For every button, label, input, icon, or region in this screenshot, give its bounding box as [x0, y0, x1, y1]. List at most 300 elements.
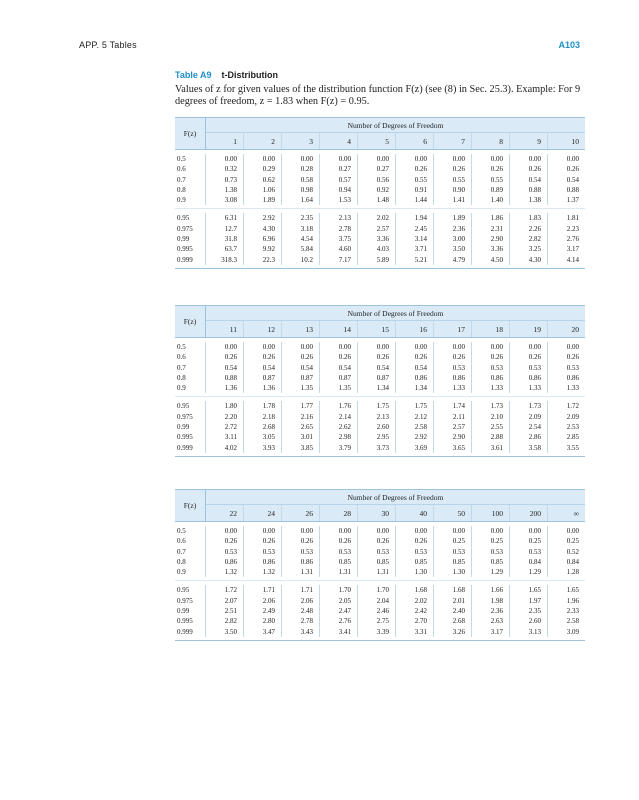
z-value-cell: 0.26 [566, 353, 579, 362]
dof-header-cell: 2 [243, 133, 281, 149]
z-value-column [357, 154, 395, 205]
z-value-cell: 2.04 [376, 596, 389, 605]
z-value-column [471, 342, 509, 393]
z-value-cell: 3.69 [414, 443, 427, 452]
fz-header-label: F(z) [175, 490, 206, 521]
z-value-column [319, 585, 357, 636]
z-value-cell: 0.88 [224, 373, 237, 382]
z-value-cell: 0.56 [376, 175, 389, 184]
z-value-column [395, 342, 433, 393]
row-group [175, 580, 585, 640]
z-value-cell: 1.33 [528, 384, 541, 393]
fz-value: 0.975 [177, 412, 193, 421]
fz-value: 0.6 [177, 353, 186, 362]
z-value-cell: 3.25 [528, 245, 541, 254]
z-value-cell: 2.46 [376, 607, 389, 616]
z-value-cell: 3.73 [376, 443, 389, 452]
z-value-cell: 3.71 [414, 245, 427, 254]
z-value-cell: 1.36 [224, 384, 237, 393]
fz-value: 0.975 [177, 224, 193, 233]
dof-header [206, 118, 585, 149]
z-value-cell: 0.00 [376, 343, 389, 351]
z-value-column [547, 401, 585, 452]
z-value-cell: 7.17 [338, 255, 351, 264]
z-value-cell: 2.49 [262, 607, 275, 616]
z-value-cell: 1.31 [300, 568, 313, 577]
z-value-cell: 3.55 [566, 443, 579, 452]
z-value-cell: 2.78 [338, 224, 351, 233]
fz-value-column [175, 213, 206, 264]
fz-value: 0.8 [177, 373, 186, 382]
z-value-cell: 0.86 [224, 557, 237, 566]
z-value-cell: 0.53 [452, 363, 465, 372]
z-value-cell: 2.58 [566, 617, 579, 626]
z-value-cell: 1.70 [376, 586, 389, 595]
z-value-column [433, 342, 471, 393]
z-value-cell: 3.75 [338, 235, 351, 244]
z-value-cell: 2.36 [490, 607, 503, 616]
z-value-cell: 2.11 [453, 412, 465, 421]
fz-value-column [175, 154, 206, 205]
z-value-cell: 1.86 [490, 214, 503, 223]
z-value-cell: 12.7 [224, 224, 237, 233]
z-value-cell: 2.65 [300, 423, 313, 432]
fz-value-column [175, 401, 206, 452]
z-value-column [243, 154, 281, 205]
z-value-cell: 3.05 [262, 433, 275, 442]
table-number: Table A9 [175, 70, 212, 80]
z-value-cell: 1.65 [566, 586, 579, 595]
z-value-column [206, 154, 243, 205]
z-value-cell: 2.76 [566, 235, 579, 244]
z-value-cell: 0.57 [338, 175, 351, 184]
z-value-cell: 3.08 [224, 196, 237, 205]
fz-value: 0.995 [177, 433, 193, 442]
z-value-cell: 0.54 [338, 363, 351, 372]
fz-value: 0.95 [177, 402, 190, 411]
z-value-cell: 0.53 [376, 547, 389, 556]
dof-header-cell: 9 [509, 133, 547, 149]
z-value-column [319, 342, 357, 393]
z-value-cell: 0.94 [338, 185, 351, 194]
z-value-cell: 10.2 [300, 255, 313, 264]
z-value-cell: 0.54 [414, 363, 427, 372]
z-value-cell: 1.81 [566, 214, 579, 223]
z-value-column [281, 154, 319, 205]
z-value-cell: 0.26 [338, 353, 351, 362]
z-value-cell: 0.85 [376, 557, 389, 566]
z-value-cell: 0.00 [566, 343, 579, 351]
z-value-cell: 2.36 [452, 224, 465, 233]
z-value-cell: 4.30 [262, 224, 275, 233]
z-value-cell: 2.86 [528, 433, 541, 442]
z-value-cell: 2.02 [414, 596, 427, 605]
z-value-cell: 0.54 [262, 363, 275, 372]
dof-header-cell: 100 [471, 505, 509, 521]
z-value-cell: 0.53 [300, 547, 313, 556]
z-value-cell: 5.84 [300, 245, 313, 254]
z-value-cell: 2.53 [566, 423, 579, 432]
z-value-column [509, 213, 547, 264]
t-table-block-2 [175, 305, 585, 457]
fz-value: 0.8 [177, 557, 186, 566]
z-value-cell: 0.53 [490, 363, 503, 372]
z-value-cell: 1.34 [414, 384, 427, 393]
z-value-cell: 318.3 [221, 255, 237, 264]
dof-header-cell: 30 [357, 505, 395, 521]
z-value-cell: 0.87 [376, 373, 389, 382]
fz-value: 0.8 [177, 185, 186, 194]
z-value-cell: 0.54 [224, 363, 237, 372]
z-value-cell: 0.53 [262, 547, 275, 556]
z-value-cell: 0.00 [300, 343, 313, 351]
table-header [175, 489, 585, 522]
dof-header-cell: 50 [433, 505, 471, 521]
z-value-cell: 4.50 [490, 255, 503, 264]
fz-header-label: F(z) [175, 306, 206, 337]
dof-caption: Number of Degrees of Freedom [206, 490, 585, 505]
z-value-cell: 3.79 [338, 443, 351, 452]
table-caption [175, 70, 585, 108]
z-value-cell: 1.40 [490, 196, 503, 205]
z-value-cell: 1.34 [376, 384, 389, 393]
row-group [175, 338, 585, 396]
z-value-column [281, 342, 319, 393]
z-value-column [357, 342, 395, 393]
z-value-cell: 0.00 [528, 527, 541, 535]
z-value-cell: 0.84 [528, 557, 541, 566]
z-value-column [357, 401, 395, 452]
z-value-cell: 3.00 [452, 235, 465, 244]
z-value-cell: 2.51 [224, 607, 237, 616]
dof-header-row [206, 321, 585, 337]
z-value-cell: 2.62 [338, 423, 351, 432]
z-value-cell: 2.90 [490, 235, 503, 244]
z-value-cell: 1.29 [528, 568, 541, 577]
z-value-cell: 2.48 [300, 607, 313, 616]
z-value-cell: 0.26 [414, 165, 427, 174]
z-value-cell: 2.09 [528, 412, 541, 421]
z-value-column [509, 585, 547, 636]
dof-header-cell: 20 [547, 321, 585, 337]
z-value-cell: 0.00 [300, 527, 313, 535]
fz-value: 0.9 [177, 196, 186, 205]
fz-value: 0.5 [177, 155, 186, 163]
z-value-cell: 0.00 [262, 155, 275, 163]
z-value-cell: 0.00 [262, 527, 275, 535]
z-value-cell: 6.31 [224, 214, 237, 223]
z-value-cell: 0.00 [452, 155, 465, 163]
z-value-column [281, 401, 319, 452]
z-value-cell: 1.33 [566, 384, 579, 393]
z-value-cell: 1.44 [414, 196, 427, 205]
z-value-cell: 2.16 [300, 412, 313, 421]
z-value-cell: 0.00 [262, 343, 275, 351]
dof-header-cell: 13 [281, 321, 319, 337]
dof-header-cell: 11 [229, 324, 237, 334]
fz-value-column [175, 526, 206, 577]
z-value-cell: 1.37 [566, 196, 579, 205]
running-head-section: APP. 5 Tables [79, 40, 137, 50]
z-value-cell: 3.18 [300, 224, 313, 233]
z-value-cell: 1.64 [300, 196, 313, 205]
z-value-cell: 0.55 [414, 175, 427, 184]
z-value-cell: 0.53 [490, 547, 503, 556]
z-value-cell: 2.60 [528, 617, 541, 626]
fz-value: 0.999 [177, 255, 193, 264]
z-value-column [395, 401, 433, 452]
z-value-cell: 0.90 [452, 185, 465, 194]
z-value-cell: 2.68 [452, 617, 465, 626]
z-value-cell: 0.26 [224, 537, 237, 546]
dof-header-cell: 40 [395, 505, 433, 521]
z-value-cell: 3.17 [566, 245, 579, 254]
fz-value: 0.999 [177, 443, 193, 452]
dof-header-cell: 17 [433, 321, 471, 337]
z-value-cell: 1.73 [490, 402, 503, 411]
z-value-cell: 1.73 [528, 402, 541, 411]
z-value-column [547, 526, 585, 577]
z-value-cell: 1.35 [338, 384, 351, 393]
z-value-cell: 0.00 [566, 155, 579, 163]
z-value-cell: 0.00 [414, 527, 427, 535]
dof-header-cell: 19 [509, 321, 547, 337]
z-value-column [547, 585, 585, 636]
page-number: A103 [558, 40, 580, 50]
z-value-cell: 1.72 [224, 586, 237, 595]
z-value-cell: 4.14 [566, 255, 579, 264]
z-value-cell: 3.31 [414, 627, 427, 636]
z-value-cell: 0.86 [300, 557, 313, 566]
z-value-cell: 1.68 [452, 586, 465, 595]
fz-value: 0.9 [177, 384, 186, 393]
dof-header-cell: 6 [395, 133, 433, 149]
dof-header-cell: 14 [319, 321, 357, 337]
z-value-column [357, 213, 395, 264]
table-header [175, 117, 585, 150]
z-value-cell: 1.89 [452, 214, 465, 223]
z-value-column [206, 342, 243, 393]
z-value-cell: 2.14 [338, 412, 351, 421]
z-value-cell: 1.71 [300, 586, 313, 595]
z-value-cell: 3.14 [414, 235, 427, 244]
z-value-cell: 0.00 [376, 155, 389, 163]
fz-value: 0.5 [177, 527, 186, 535]
fz-value: 0.5 [177, 343, 186, 351]
table-title: t-Distribution [221, 70, 279, 80]
z-value-cell: 0.00 [338, 343, 351, 351]
fz-value: 0.99 [177, 423, 190, 432]
fz-value: 0.7 [177, 175, 186, 184]
z-value-cell: 2.18 [262, 412, 275, 421]
z-value-cell: 2.02 [376, 214, 389, 223]
z-value-cell: 1.66 [490, 586, 503, 595]
dof-header-cell: 3 [281, 133, 319, 149]
dof-caption: Number of Degrees of Freedom [206, 118, 585, 133]
z-value-cell: 0.26 [490, 165, 503, 174]
t-table-block-1 [175, 117, 585, 269]
z-value-cell: 0.89 [490, 185, 503, 194]
fz-value: 0.95 [177, 214, 190, 223]
dof-header-cell: ∞ [547, 505, 585, 521]
z-value-cell: 2.12 [414, 412, 427, 421]
z-value-cell: 0.98 [300, 185, 313, 194]
z-value-cell: 0.00 [528, 155, 541, 163]
z-value-cell: 1.75 [376, 402, 389, 411]
z-value-cell: 3.58 [528, 443, 541, 452]
z-value-cell: 3.85 [300, 443, 313, 452]
z-value-cell: 3.50 [224, 627, 237, 636]
z-value-column [547, 154, 585, 205]
dof-header-cell: 12 [243, 321, 281, 337]
z-value-column [433, 585, 471, 636]
z-value-cell: 4.03 [376, 245, 389, 254]
z-value-cell: 0.00 [528, 343, 541, 351]
z-value-cell: 0.88 [528, 185, 541, 194]
z-value-column [471, 401, 509, 452]
z-value-cell: 0.86 [566, 373, 579, 382]
z-value-cell: 1.41 [452, 196, 465, 205]
dof-header-cell: 18 [471, 321, 509, 337]
z-value-column [243, 342, 281, 393]
z-value-cell: 1.30 [414, 568, 427, 577]
z-value-cell: 0.26 [300, 537, 313, 546]
dof-header-row [206, 505, 585, 521]
fz-value: 0.6 [177, 537, 186, 546]
z-value-column [243, 401, 281, 452]
z-value-cell: 0.00 [338, 155, 351, 163]
z-value-cell: 2.07 [224, 596, 237, 605]
z-value-column [547, 213, 585, 264]
z-value-cell: 1.89 [262, 196, 275, 205]
z-value-cell: 2.35 [528, 607, 541, 616]
z-value-cell: 0.26 [528, 165, 541, 174]
z-value-cell: 0.00 [414, 343, 427, 351]
z-value-cell: 0.00 [490, 343, 503, 351]
z-value-cell: 1.76 [338, 402, 351, 411]
z-value-cell: 2.57 [376, 224, 389, 233]
z-value-cell: 0.26 [414, 537, 427, 546]
z-value-cell: 0.00 [452, 527, 465, 535]
z-value-cell: 0.88 [566, 185, 579, 194]
z-value-cell: 1.36 [262, 384, 275, 393]
z-value-cell: 0.53 [528, 547, 541, 556]
z-value-cell: 2.92 [262, 214, 275, 223]
z-value-cell: 0.00 [414, 155, 427, 163]
z-value-cell: 0.27 [376, 165, 389, 174]
z-value-cell: 0.58 [300, 175, 313, 184]
z-value-column [433, 154, 471, 205]
z-value-cell: 0.26 [262, 537, 275, 546]
z-value-cell: 1.72 [566, 402, 579, 411]
z-value-cell: 0.26 [262, 353, 275, 362]
z-value-cell: 0.87 [338, 373, 351, 382]
z-value-cell: 0.53 [224, 547, 237, 556]
z-value-column [471, 213, 509, 264]
z-value-cell: 3.61 [490, 443, 503, 452]
z-value-cell: 0.86 [414, 373, 427, 382]
z-value-cell: 4.02 [224, 443, 237, 452]
z-value-cell: 1.77 [300, 402, 313, 411]
z-value-cell: 2.33 [566, 607, 579, 616]
z-value-cell: 2.72 [224, 423, 237, 432]
dof-header-cell: 24 [243, 505, 281, 521]
fz-value: 0.975 [177, 596, 193, 605]
z-value-cell: 1.31 [338, 568, 351, 577]
z-value-cell: 2.55 [490, 423, 503, 432]
z-value-cell: 2.80 [262, 617, 275, 626]
z-value-column [206, 526, 243, 577]
z-value-cell: 0.53 [528, 363, 541, 372]
dof-header-cell: 4 [319, 133, 357, 149]
z-value-cell: 2.05 [338, 596, 351, 605]
z-value-cell: 0.26 [452, 353, 465, 362]
z-value-cell: 3.41 [338, 627, 351, 636]
z-value-cell: 0.00 [224, 527, 237, 535]
z-value-cell: 5.89 [376, 255, 389, 264]
z-value-cell: 0.27 [338, 165, 351, 174]
z-value-cell: 1.33 [452, 384, 465, 393]
z-value-cell: 0.00 [338, 527, 351, 535]
z-value-column [471, 585, 509, 636]
z-value-cell: 0.26 [452, 165, 465, 174]
z-value-cell: 0.87 [300, 373, 313, 382]
fz-value: 0.7 [177, 547, 186, 556]
z-value-cell: 1.94 [414, 214, 427, 223]
z-value-cell: 2.31 [490, 224, 503, 233]
z-value-cell: 2.42 [414, 607, 427, 616]
z-value-cell: 0.52 [566, 547, 579, 556]
z-value-cell: 0.25 [566, 537, 579, 546]
z-value-cell: 0.55 [490, 175, 503, 184]
z-value-cell: 1.98 [490, 596, 503, 605]
z-value-cell: 1.71 [262, 586, 275, 595]
z-value-cell: 4.79 [452, 255, 465, 264]
z-value-cell: 0.85 [452, 557, 465, 566]
z-value-cell: 1.70 [338, 586, 351, 595]
z-value-cell: 1.32 [262, 568, 275, 577]
z-value-cell: 0.32 [224, 165, 237, 174]
z-value-cell: 0.53 [452, 547, 465, 556]
z-value-cell: 4.54 [300, 235, 313, 244]
dof-header-cell: 200 [509, 505, 547, 521]
z-value-cell: 2.20 [224, 412, 237, 421]
t-table-block-3 [175, 489, 585, 641]
row-group [175, 208, 585, 268]
z-value-column [509, 401, 547, 452]
z-value-cell: 4.30 [528, 255, 541, 264]
z-value-column [243, 213, 281, 264]
z-value-cell: 0.26 [300, 353, 313, 362]
z-value-cell: 2.60 [376, 423, 389, 432]
dof-header [206, 306, 585, 337]
fz-value: 0.95 [177, 586, 190, 595]
z-value-column [243, 585, 281, 636]
z-value-cell: 1.80 [224, 402, 237, 411]
z-value-cell: 3.36 [490, 245, 503, 254]
row-group [175, 150, 585, 208]
z-value-cell: 0.26 [528, 353, 541, 362]
fz-value: 0.9 [177, 568, 186, 577]
z-value-cell: 0.26 [338, 537, 351, 546]
z-value-cell: 2.26 [528, 224, 541, 233]
z-value-cell: 0.54 [566, 175, 579, 184]
z-value-cell: 0.86 [528, 373, 541, 382]
z-value-cell: 0.85 [414, 557, 427, 566]
z-value-cell: 0.25 [452, 537, 465, 546]
z-value-column [433, 213, 471, 264]
z-value-cell: 2.92 [414, 433, 427, 442]
